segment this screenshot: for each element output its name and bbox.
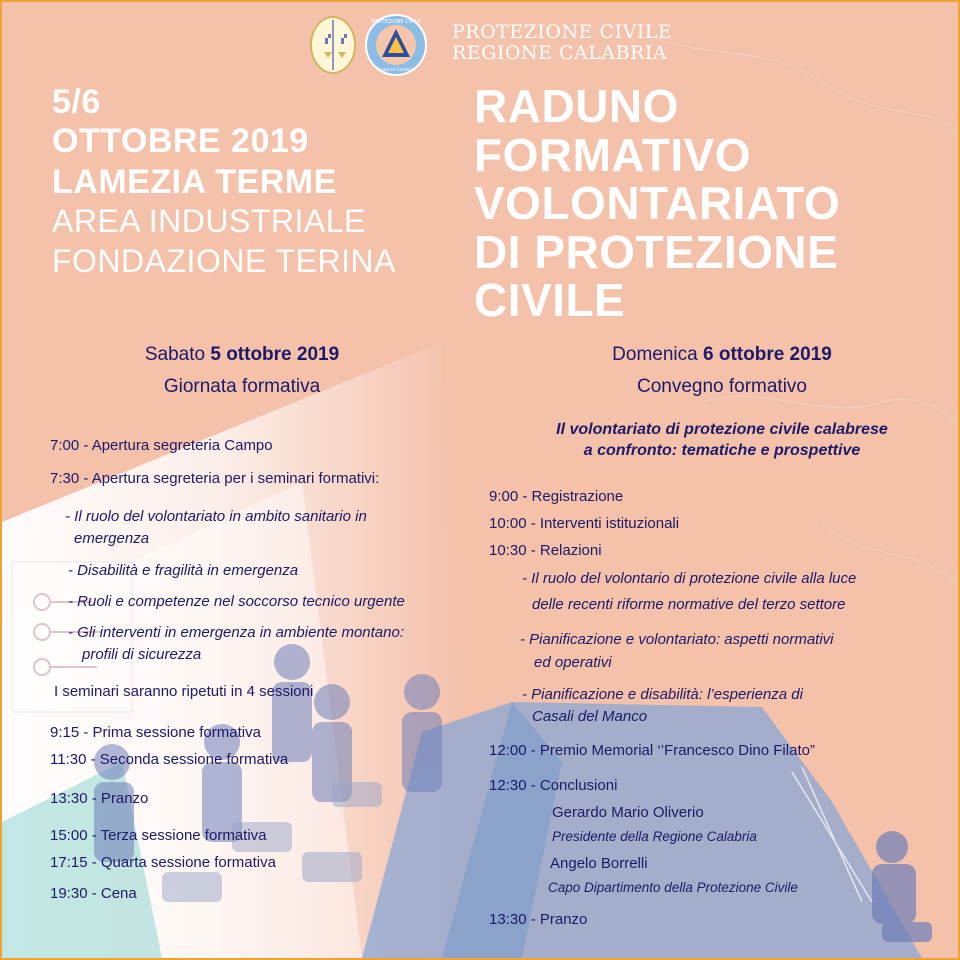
organization-name [452, 22, 672, 64]
saturday-schedule-item: 13:30 - Pranzo [50, 790, 149, 807]
seminar-item: - Gli interventi in emergenza in ambiente montano: [68, 624, 405, 641]
speaker-role: Presidente della Regione Calabria [552, 829, 757, 844]
title-line: CIVILE [474, 274, 626, 326]
event-date-days: 5/6 [52, 83, 101, 121]
event-city: LAMEZIA TERME [52, 163, 337, 201]
title-line: VOLONTARIATO [474, 177, 841, 229]
org-line-2: REGIONE CALABRIA [452, 42, 668, 64]
sunday-heading [522, 344, 922, 366]
event-title [474, 82, 934, 325]
saturday-date: 5 ottobre 2019 [210, 344, 340, 365]
sunday-premio: 12:00 - Premio Memorial ‘’Francesco Dino Filato” [489, 742, 815, 759]
seminar-item: - Il ruolo del volontariato in ambito sanitario in [65, 508, 367, 525]
sunday-theme [482, 419, 960, 461]
title-line: RADUNO [474, 80, 679, 132]
badge-bottom-text: Regione Calabria [376, 68, 416, 73]
saturday-item: 7:30 - Apertura segreteria per i seminari formativi: [50, 470, 380, 487]
seminar-item: - Ruoli e competenze nel soccorso tecnico urgente [68, 593, 405, 610]
speaker-name: Angelo Borrelli [550, 855, 648, 872]
saturday-day-label: Sabato [144, 344, 206, 365]
sunday-item: 10:30 - Relazioni [489, 542, 602, 559]
badge-top-text: PROTEZIONE CIVILE [371, 19, 421, 25]
talk-item: delle recenti riforme normative del terzo settore [532, 596, 846, 613]
talk-item: ed operativi [534, 654, 612, 671]
sunday-date: 6 ottobre 2019 [703, 344, 832, 365]
title-line: FORMATIVO [474, 128, 752, 181]
talk-item: - Pianificazione e disabilità: l’esperienza di [522, 686, 803, 703]
sunday-conclusioni: 12:30 - Conclusioni [489, 777, 618, 794]
calabria-coat-of-arms-icon [308, 14, 358, 76]
talk-item: - Il ruolo del volontario di protezione civile alla luce [522, 570, 857, 587]
talk-item: Casali del Manco [532, 708, 648, 725]
theme-line-1: Il volontariato di protezione civile calabrese [556, 421, 888, 438]
org-line-1: PROTEZIONE CIVILE [452, 21, 673, 43]
header-logos [308, 10, 428, 80]
sunday-day-label: Domenica [612, 344, 698, 365]
seminar-item: emergenza [74, 530, 150, 547]
sunday-item: 10:00 - Interventi istituzionali [489, 515, 680, 532]
speaker-name: Gerardo Mario Oliverio [552, 804, 704, 821]
theme-line-2: a confronto: tematiche e prospettive [583, 442, 861, 459]
sunday-pranzo: 13:30 - Pranzo [489, 911, 588, 928]
protezione-civile-badge-icon [364, 13, 428, 77]
sunday-subtitle: Convegno formativo [636, 376, 808, 397]
event-venue-line-2: FONDAZIONE TERINA [52, 243, 396, 279]
speaker-role: Capo Dipartimento della Protezione Civile [548, 880, 798, 895]
saturday-schedule-item: 15:00 - Terza sessione formativa [50, 827, 267, 844]
event-venue-line-1: AREA INDUSTRIALE [52, 203, 366, 239]
event-date-month: OTTOBRE 2019 [52, 122, 309, 160]
seminar-item: profili di sicurezza [82, 646, 202, 663]
saturday-schedule-item: 19:30 - Cena [50, 885, 137, 902]
saturday-subtitle: Giornata formativa [163, 376, 321, 397]
seminar-note: I seminari saranno ripetuti in 4 sessioni [54, 683, 314, 700]
saturday-schedule-item: 11:30 - Seconda sessione formativa [50, 751, 289, 768]
saturday-schedule-item: 17:15 - Quarta sessione formativa [50, 854, 276, 871]
seminar-item: - Disabilità e fragilità in emergenza [68, 562, 299, 579]
sunday-item: 9:00 - Registrazione [489, 488, 624, 505]
saturday-schedule-item: 9:15 - Prima sessione formativa [50, 724, 261, 741]
saturday-heading [42, 344, 442, 366]
talk-item: - Pianificazione e volontariato: aspetti normativi [520, 631, 834, 648]
title-line: DI PROTEZIONE [474, 225, 839, 278]
saturday-item: 7:00 - Apertura segreteria Campo [50, 437, 273, 454]
